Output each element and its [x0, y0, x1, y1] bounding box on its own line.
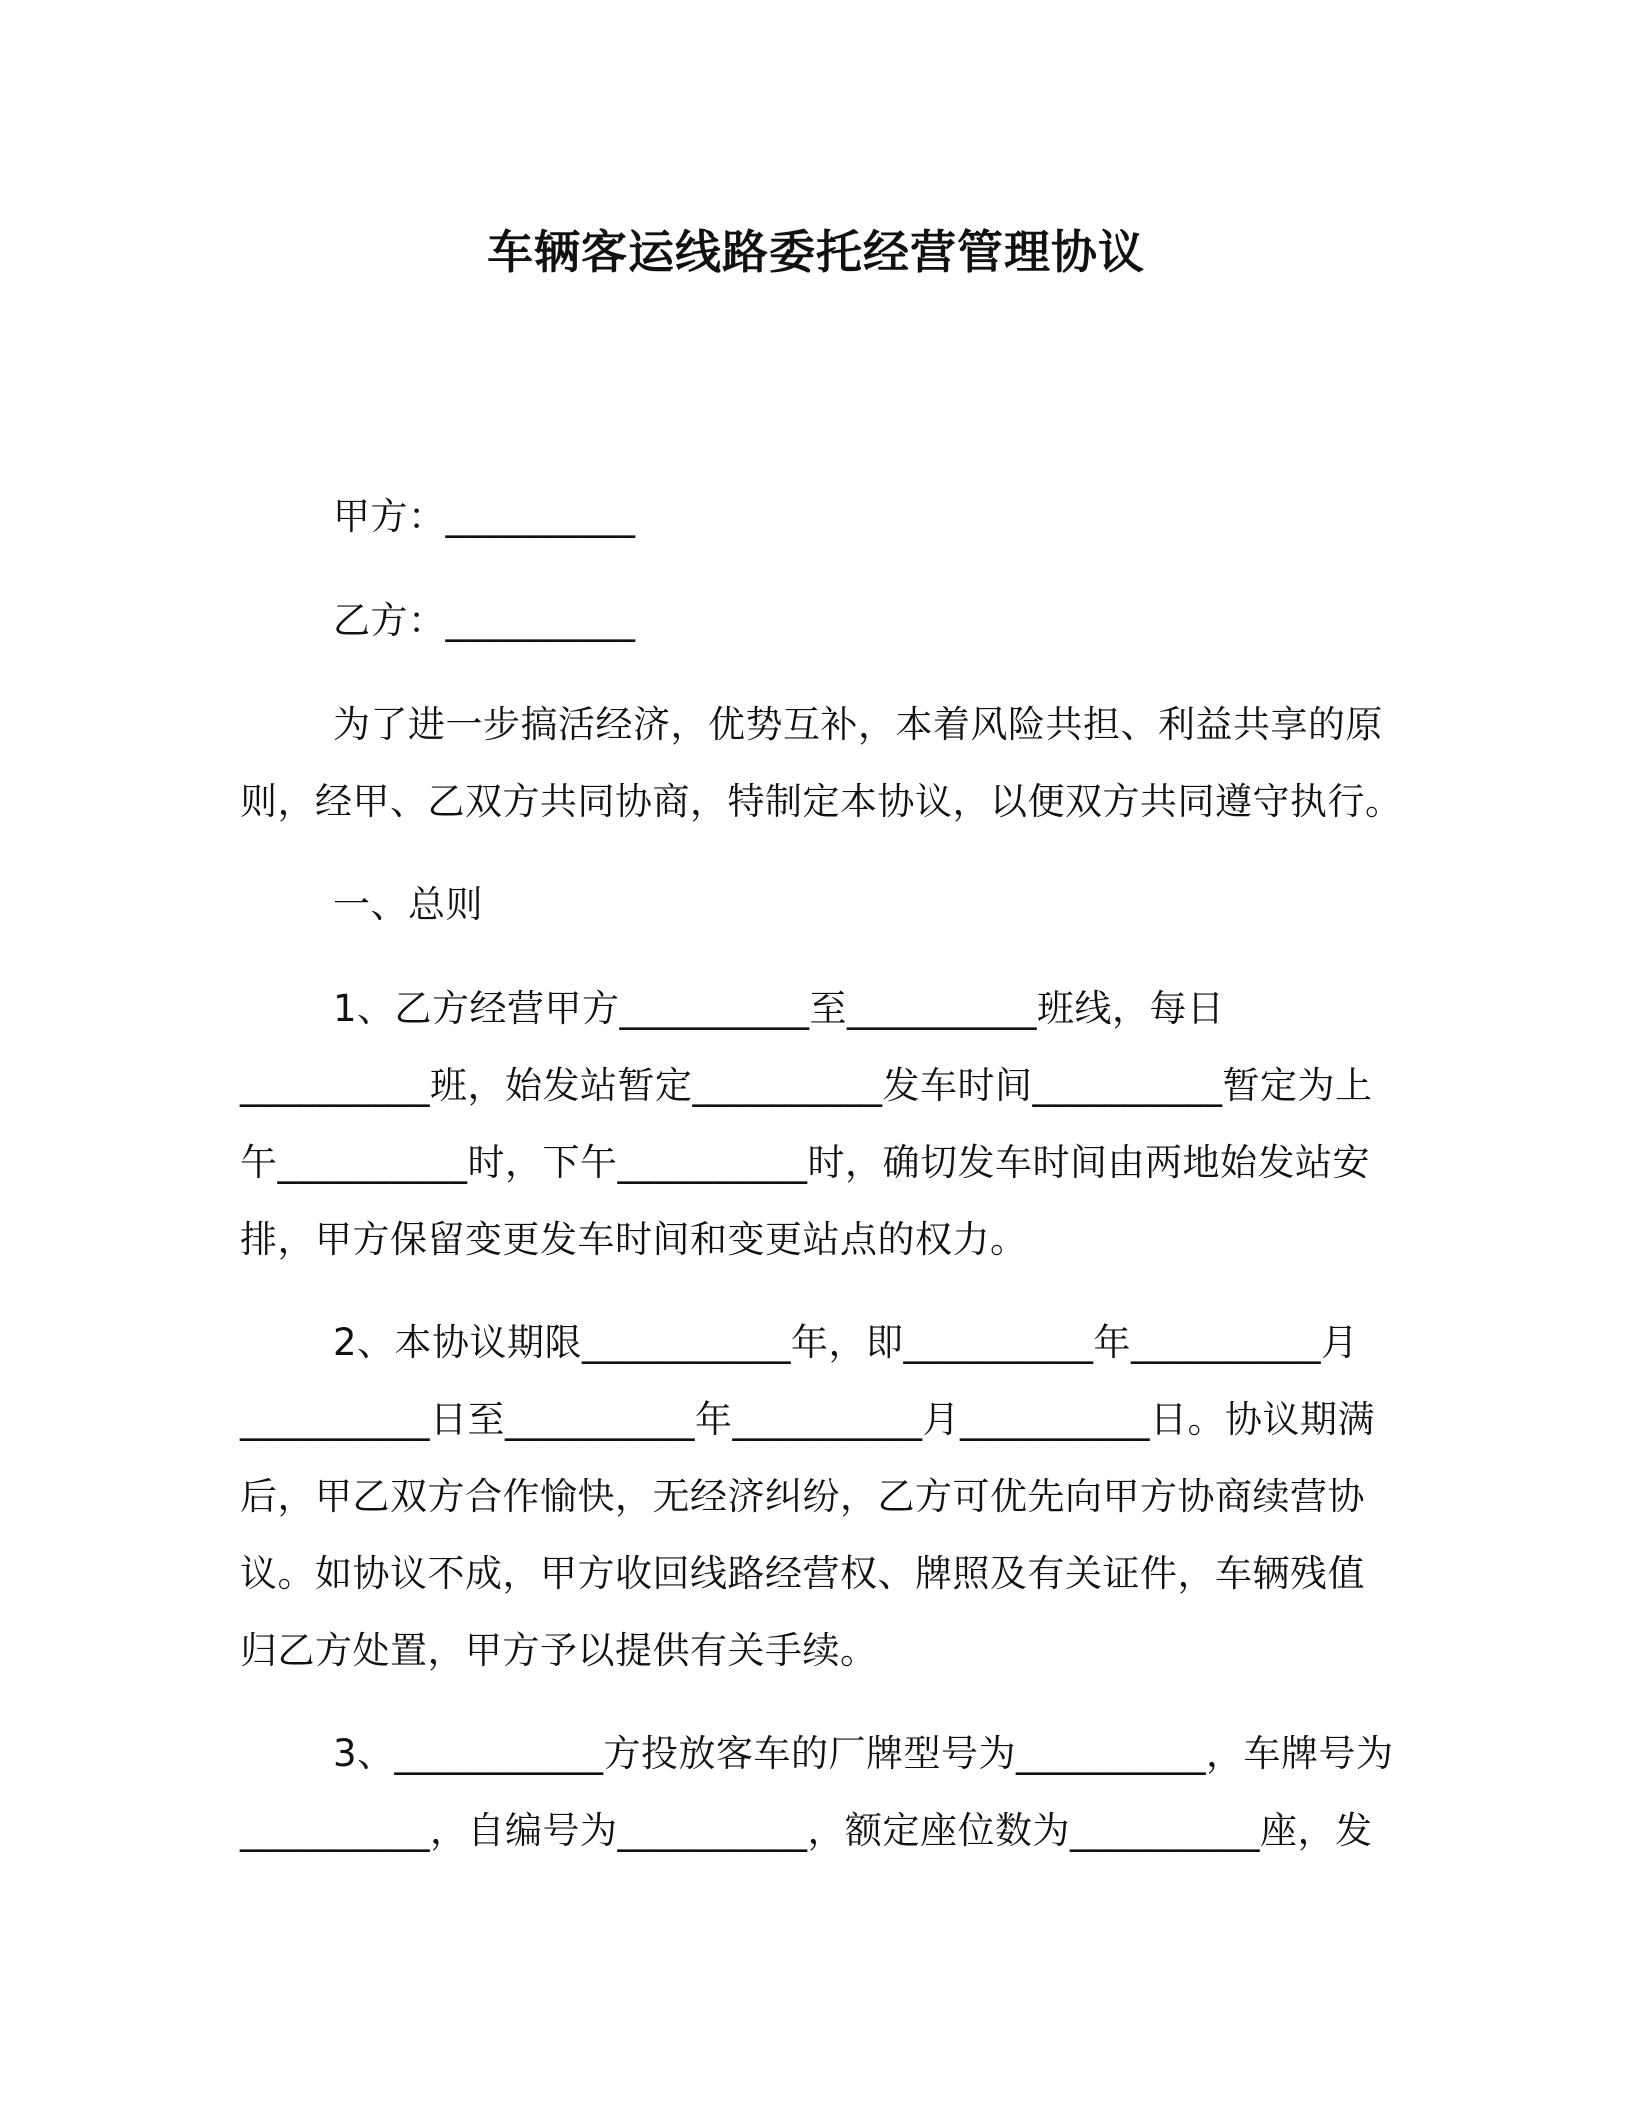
clause-2-line-3: 后，甲乙双方合作愉快，无经济纠纷，乙方可优先向甲方协商续营协	[240, 1475, 1365, 1518]
clause-1-line-4: 排，甲方保留变更发车时间和变更站点的权力。	[240, 1218, 1028, 1261]
clause-2-line-2: __________日至__________年__________月__________日。协议期满	[240, 1398, 1375, 1441]
clause-2-line-4: 议。如协议不成，甲方收回线路经营权、牌照及有关证件，车辆残值	[240, 1552, 1365, 1595]
clause-1-line-2: __________班，始发站暂定__________发车时间__________暂定为上	[240, 1064, 1373, 1107]
clause-3-line-2: __________，自编号为__________，额定座位数为__________座，发	[240, 1809, 1373, 1852]
party-a-line: 甲方：__________	[333, 495, 636, 538]
clause-3-line-1: 3、___________方投放客车的厂牌型号为__________，车牌号为	[333, 1732, 1394, 1775]
preamble-line-1: 为了进一步搞活经济，优势互补，本着风险共担、利益共享的原	[333, 703, 1383, 746]
document-title: 车辆客运线路委托经营管理协议	[487, 225, 1145, 279]
clause-2-line-1: 2、本协议期限___________年，即__________年__________月	[333, 1321, 1359, 1364]
preamble-line-2: 则，经甲、乙双方共同协商，特制定本协议，以便双方共同遵守执行。	[240, 780, 1403, 823]
clause-2-line-5: 归乙方处置，甲方予以提供有关手续。	[240, 1629, 878, 1672]
section-heading: 一、总则	[333, 883, 483, 926]
party-b-line: 乙方：__________	[333, 599, 636, 642]
clause-1-line-3: 午__________时，下午__________时，确切发车时间由两地始发站安	[240, 1141, 1370, 1184]
clause-1-line-1: 1、乙方经营甲方__________至__________班线，每日	[333, 987, 1225, 1030]
